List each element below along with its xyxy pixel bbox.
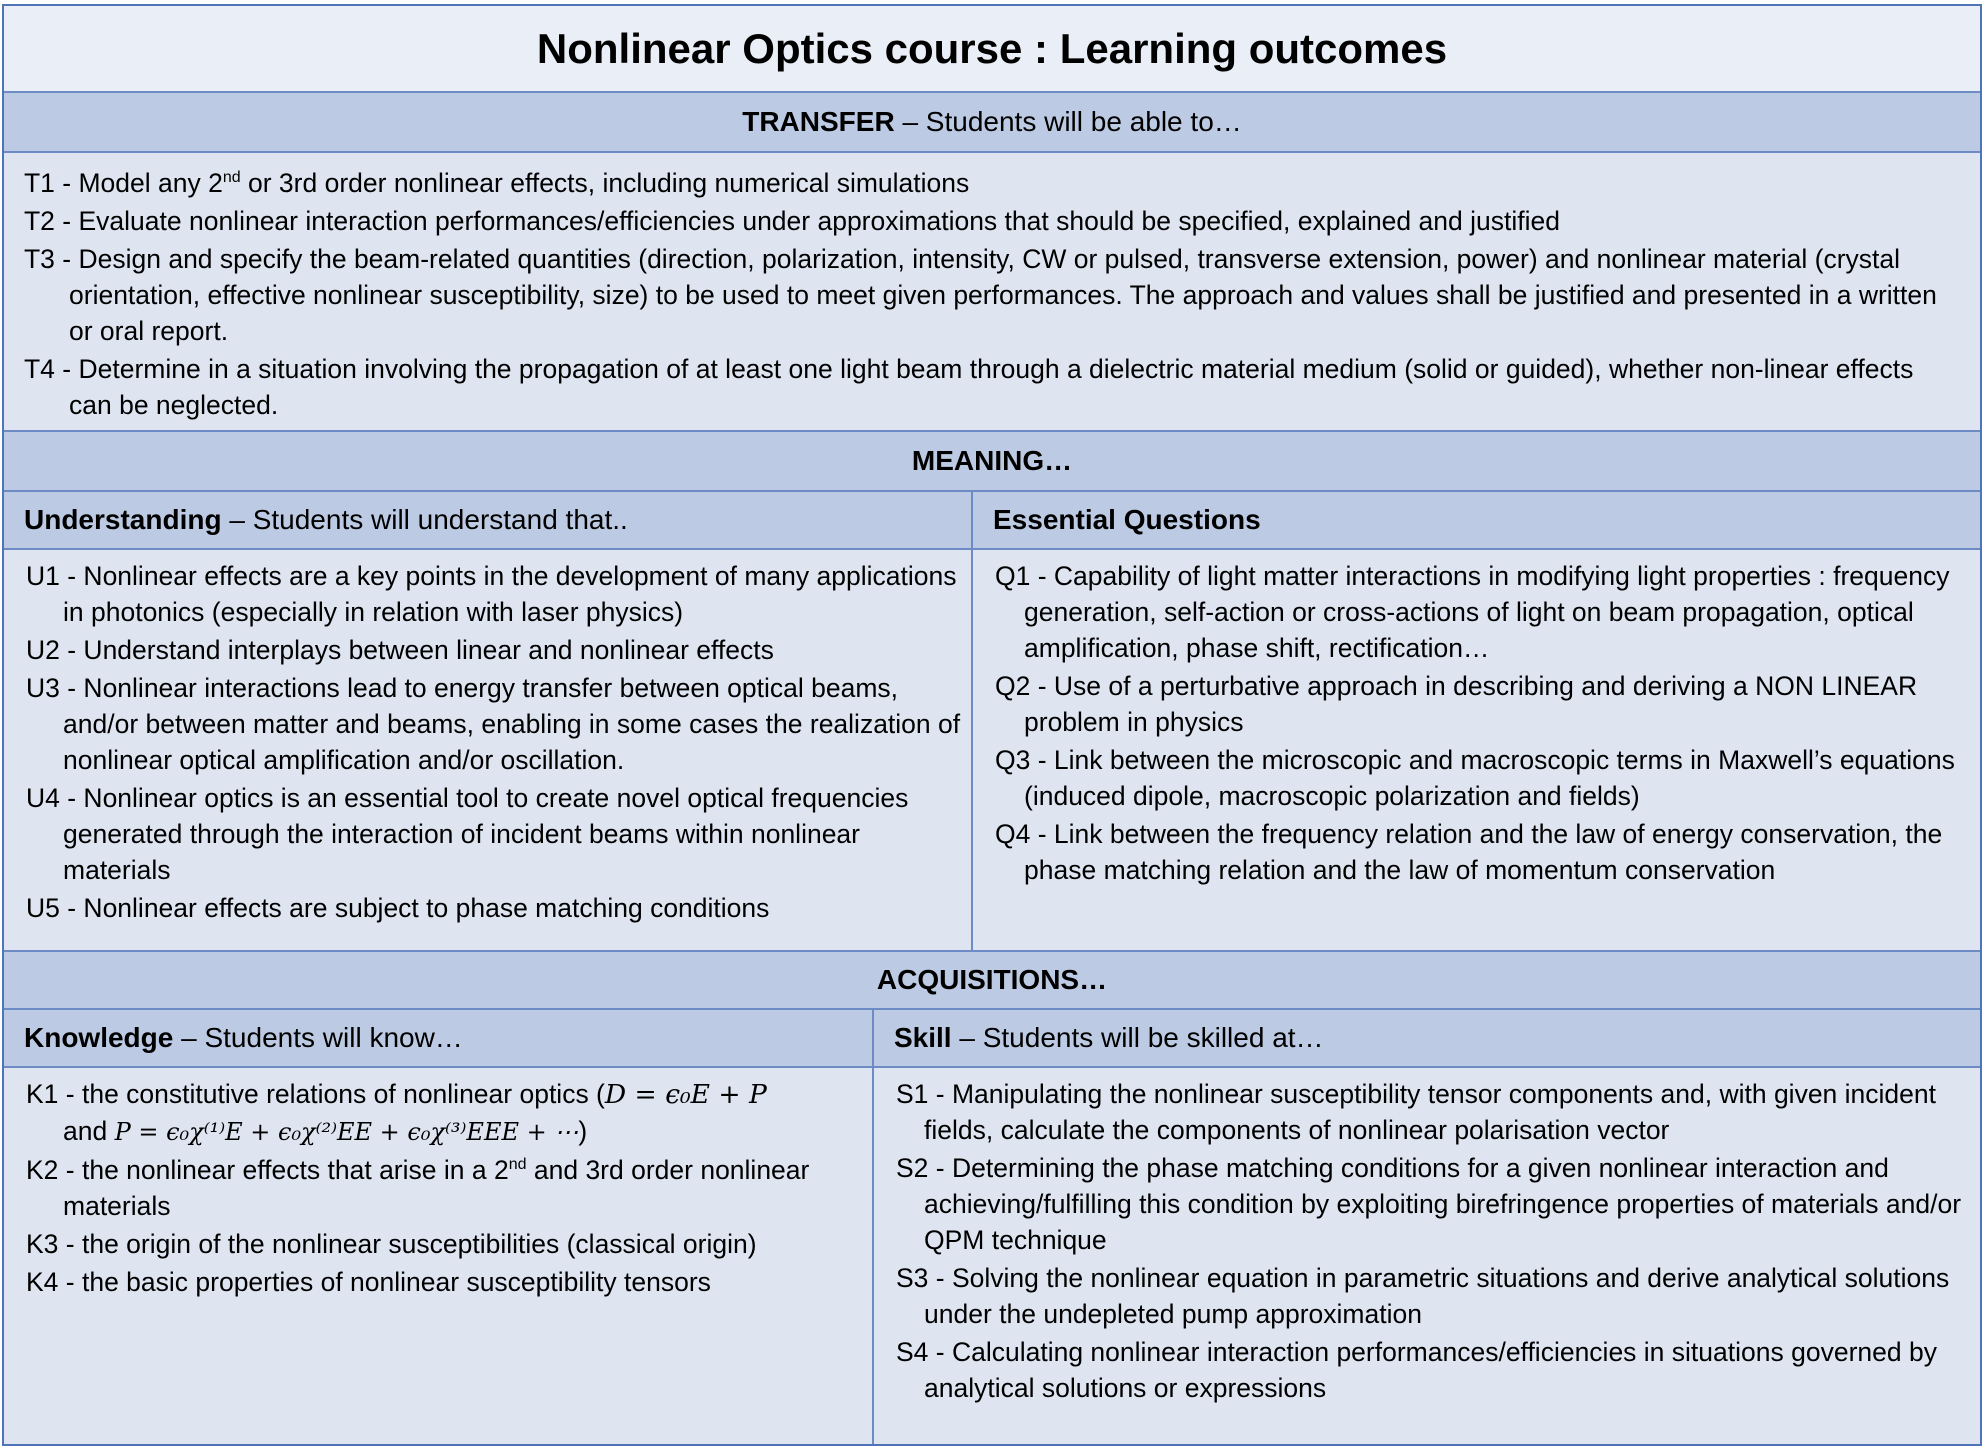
understanding-item-u3: U3 - Nonlinear interactions lead to energy transfer between optical beams, and/or between matter and beams, enabling in some cases the realization of nonlinear optical amplification and/or oscillation. [26,673,961,775]
t1-sup: nd [222,169,241,187]
understanding-heading-bold: Understanding [24,504,222,535]
transfer-heading-rest: – Students will be able to… [894,106,1242,137]
questions-column [973,492,1980,950]
knowledge-list [26,1076,866,1302]
knowledge-heading [4,1010,872,1068]
transfer-heading-bold: TRANSFER [742,106,895,137]
t1-text-pre: T1 - Model any 2 [24,168,223,198]
learning-outcomes-table [2,4,1982,1446]
knowledge-item-k4: K4 - the basic properties of nonlinear susceptibility tensors [26,1267,711,1297]
skill-heading [874,1010,1980,1068]
knowledge-item-k3: K3 - the origin of the nonlinear susceptibilities (classical origin) [26,1229,757,1259]
skill-heading-bold: Skill [894,1022,952,1053]
k2-sup: nd [508,1156,527,1174]
k1-text-pre: K1 - the constitutive relations of nonlinear optics ( [26,1079,605,1109]
transfer-item-t4: T4 - Determine in a situation involving the propagation of at least one light beam through a dielectric material medium (solid or guided), whether non-linear effects can be neglected. [24,354,1914,420]
k2-text-post: and 3rd order nonlinear materials [63,1155,810,1221]
t1-text-post: or 3rd order nonlinear effects, including numerical simulations [240,168,970,198]
transfer-heading [4,93,1980,153]
skill-item-s1: S1 - Manipulating the nonlinear susceptibility tensor components and, with given incident fields, calculate the components of nonlinear polarisation vector [896,1079,1936,1145]
understanding-heading-rest: – Students will understand that.. [221,504,628,535]
transfer-item-t2: T2 - Evaluate nonlinear interaction performances/efficiencies under approximations that should be specified, explained and justified [24,206,1560,236]
knowledge-heading-bold: Knowledge [24,1022,174,1053]
k1-text-post: ) [578,1116,588,1146]
question-item-q4: Q4 - Link between the frequency relation and the law of energy conservation, the phase matching relation and the law of momentum conservation [995,819,1943,885]
understanding-heading [4,492,971,550]
understanding-column [4,492,971,950]
knowledge-item-k2 [26,1152,866,1224]
skill-item-s3: S3 - Solving the nonlinear equation in parametric situations and derive analytical solutions under the undepleted pump approximation [896,1263,1950,1329]
knowledge-column [4,1010,872,1444]
k2-text-pre: K2 - the nonlinear effects that arise in a 2 [26,1155,509,1185]
questions-heading [973,492,1980,550]
knowledge-item-k1 [26,1076,866,1150]
question-item-q3: Q3 - Link between the microscopic and macroscopic terms in Maxwell’s equations (induced dipole, macroscopic polarization and fields) [995,745,1955,811]
meaning-heading: MEANING… [4,432,1980,492]
question-item-q2: Q2 - Use of a perturbative approach in describing and deriving a NON LINEAR problem in physics [995,671,1918,737]
understanding-item-u2: U2 - Understand interplays between linear and nonlinear effects [26,635,774,665]
meaning-section [4,492,1980,952]
transfer-list [24,165,1954,425]
k1-text-mid: and [63,1116,115,1146]
knowledge-heading-rest: – Students will know… [173,1022,463,1053]
skill-column [874,1010,1980,1444]
questions-heading-bold: Essential Questions [993,504,1261,535]
acquisitions-section [4,1010,1980,1444]
understanding-item-u5: U5 - Nonlinear effects are subject to phase matching conditions [26,893,770,923]
skill-list [896,1076,1971,1408]
understanding-item-u4: U4 - Nonlinear optics is an essential tool to create novel optical frequencies generated through the interaction of incident beams within nonlinear materials [26,783,909,885]
understanding-list [26,558,961,928]
transfer-item-t1 [24,165,1954,201]
acquisitions-heading: ACQUISITIONS… [4,952,1980,1010]
skill-item-s2: S2 - Determining the phase matching conditions for a given nonlinear interaction and achieving/fulfilling this condition by exploiting birefringence properties of materials and/or QPM technique [896,1153,1962,1255]
k1-equation-p: P = ϵ₀χ⁽¹⁾E + ϵ₀χ⁽²⁾EE + ϵ₀χ⁽³⁾EEE + ⋯ [114,1118,579,1146]
question-item-q1: Q1 - Capability of light matter interactions in modifying light properties : frequency generation, self-action or cross-actions of light on beam propagation, optical amplification, phase shift, rectification… [995,561,1950,663]
k1-equation-d: D = ϵ₀E + P [604,1079,767,1110]
transfer-item-t3: T3 - Design and specify the beam-related quantities (direction, polarization, intensity, CW or pulsed, transverse extension, power) and nonlinear material (crystal orientation, effective nonlinear susceptibility, size) to be used to meet given performances. The approach and values shall be justified and presented in a written or oral report. [24,244,1937,346]
skill-heading-rest: – Students will be skilled at… [951,1022,1324,1053]
questions-list [995,558,1970,890]
understanding-item-u1: U1 - Nonlinear effects are a key points in the development of many applications in photonics (especially in relation with laser physics) [26,561,957,627]
transfer-section [4,153,1980,432]
skill-item-s4: S4 - Calculating nonlinear interaction performances/efficiencies in situations governed by analytical solutions or expressions [896,1337,1937,1403]
page-title: Nonlinear Optics course : Learning outcomes [4,6,1980,93]
